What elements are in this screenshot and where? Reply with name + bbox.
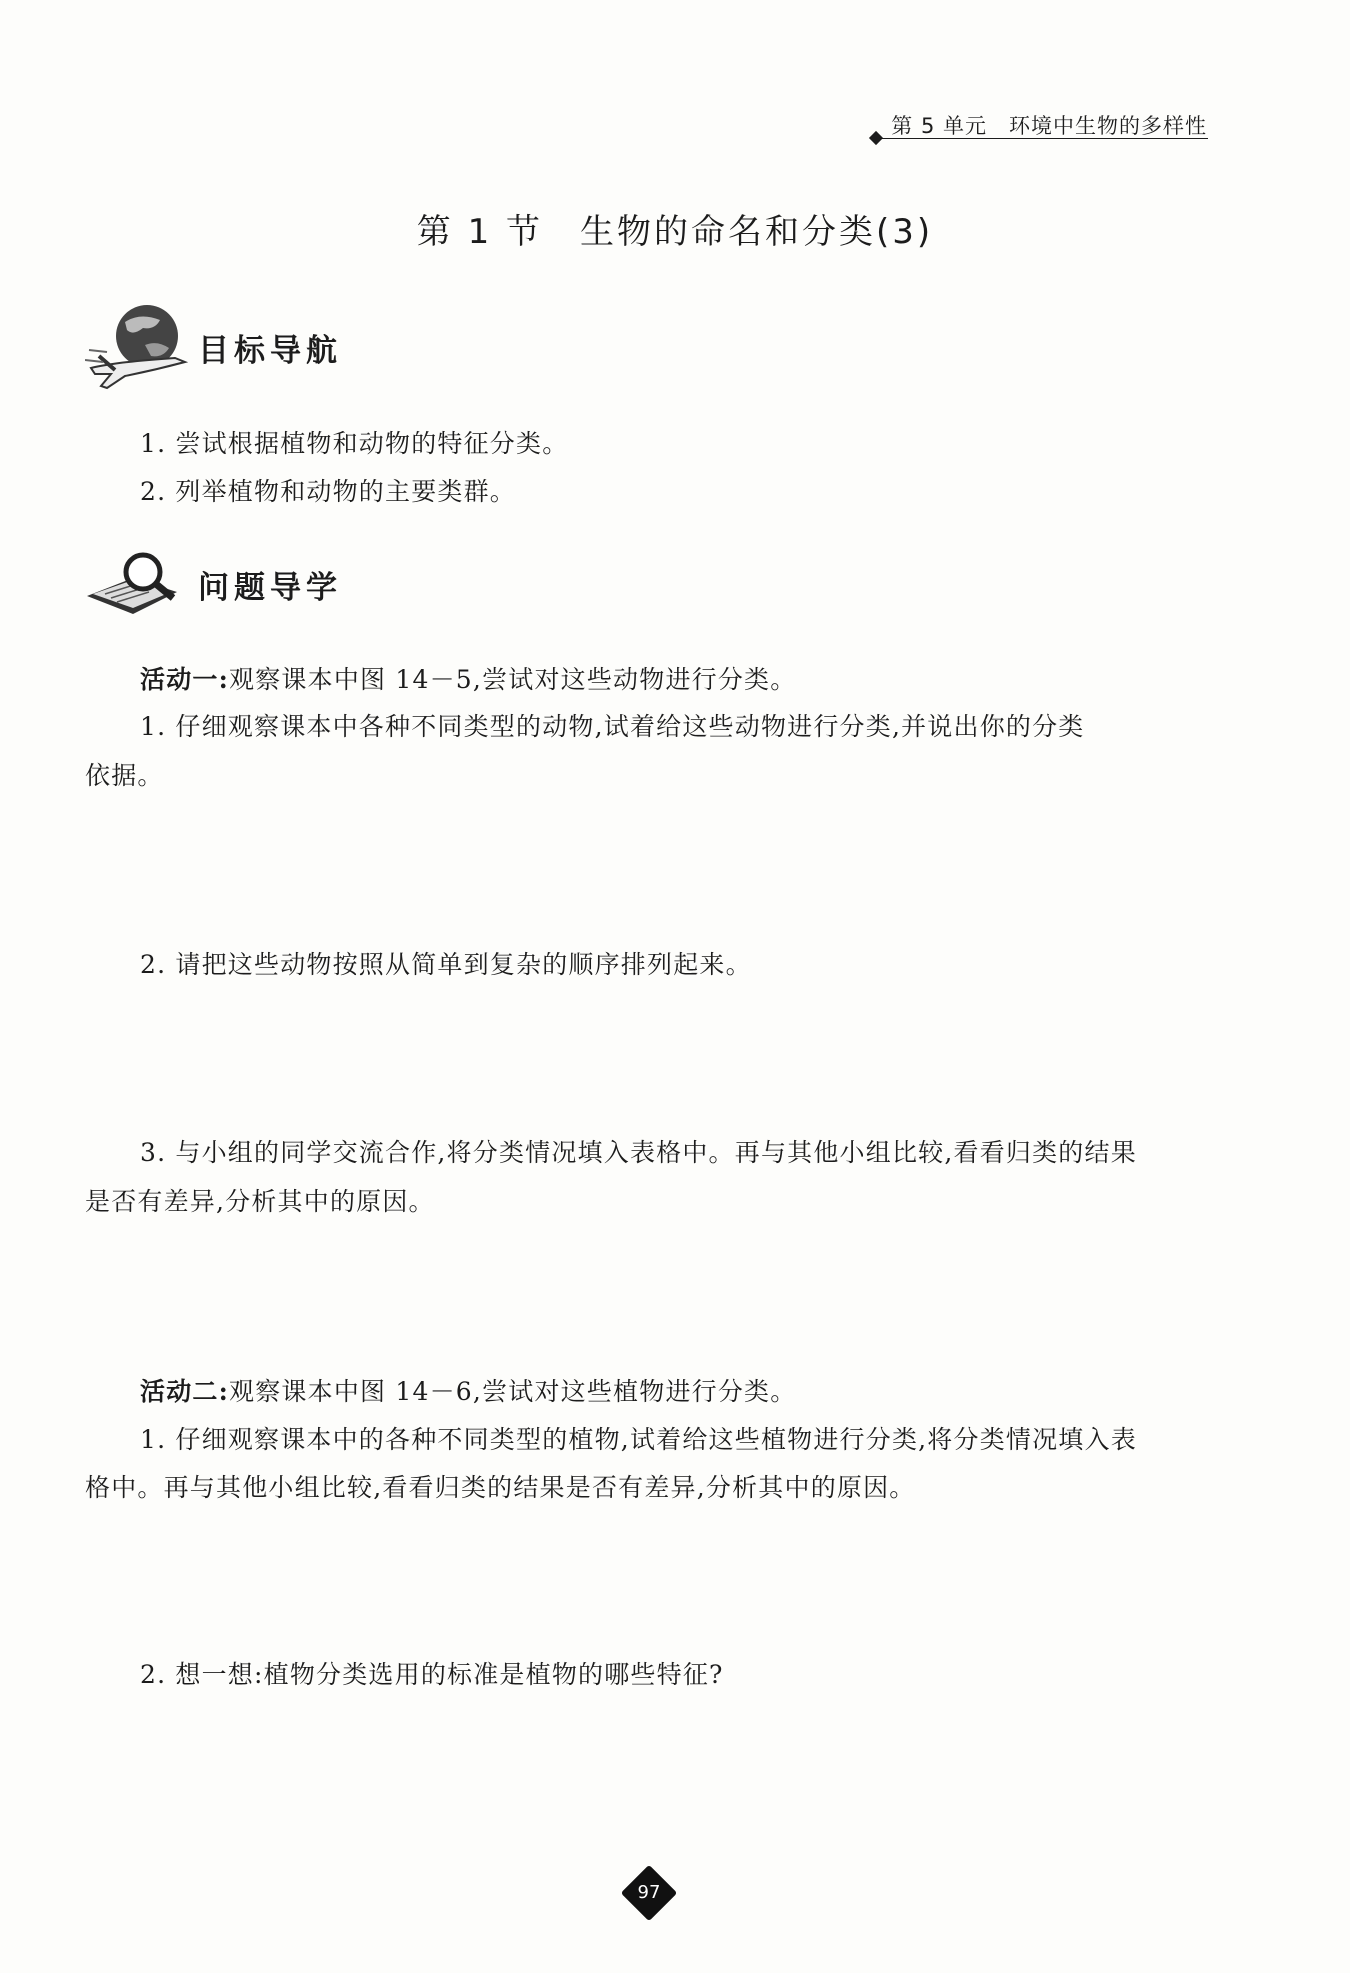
- goal-item-2: 2. 列举植物和动物的主要类群。: [140, 477, 517, 506]
- activity1-q3-line2: 是否有差异,分析其中的原因。: [85, 1187, 435, 1216]
- activity2-text: 观察课本中图 14－6,尝试对这些植物进行分类。: [229, 1377, 797, 1406]
- activity1-text: 观察课本中图 14－5,尝试对这些动物进行分类。: [229, 665, 797, 694]
- activity1-q1-line1: 1. 仔细观察课本中各种不同类型的动物,试着给这些动物进行分类,并说出你的分类: [140, 712, 1085, 741]
- activity1-q1-line2: 依据。: [85, 761, 164, 790]
- page-number: 97: [637, 1882, 661, 1903]
- magnifier-book-icon: [85, 548, 180, 623]
- header-diamond: [869, 131, 883, 145]
- activity1-label: 活动一:: [140, 665, 230, 694]
- globe-airplane-icon: [85, 300, 190, 395]
- page-number-badge: [627, 1871, 671, 1915]
- page-title: 第 1 节 生物的命名和分类(3): [416, 212, 934, 252]
- guide-heading: 问题导学: [198, 570, 342, 606]
- goals-heading: 目标导航: [198, 333, 342, 369]
- activity1-q3-line1: 3. 与小组的同学交流合作,将分类情况填入表格中。再与其他小组比较,看看归类的结果: [140, 1138, 1137, 1167]
- activity1-line: [140, 660, 796, 696]
- activity2-q1-line2: 格中。再与其他小组比较,看看归类的结果是否有差异,分析其中的原因。: [85, 1473, 916, 1502]
- unit-header: 第 5 单元 环境中生物的多样性: [891, 114, 1207, 138]
- activity1-q2: 2. 请把这些动物按照从简单到复杂的顺序排列起来。: [140, 950, 752, 979]
- activity2-line: [140, 1372, 796, 1408]
- header-rule: [877, 138, 1208, 139]
- goal-item-1: 1. 尝试根据植物和动物的特征分类。: [140, 429, 569, 458]
- activity2-q2: 2. 想一想:植物分类选用的标准是植物的哪些特征?: [140, 1660, 724, 1689]
- activity2-label: 活动二:: [140, 1377, 230, 1406]
- activity2-q1-line1: 1. 仔细观察课本中的各种不同类型的植物,试着给这些植物进行分类,将分类情况填入表: [140, 1425, 1137, 1454]
